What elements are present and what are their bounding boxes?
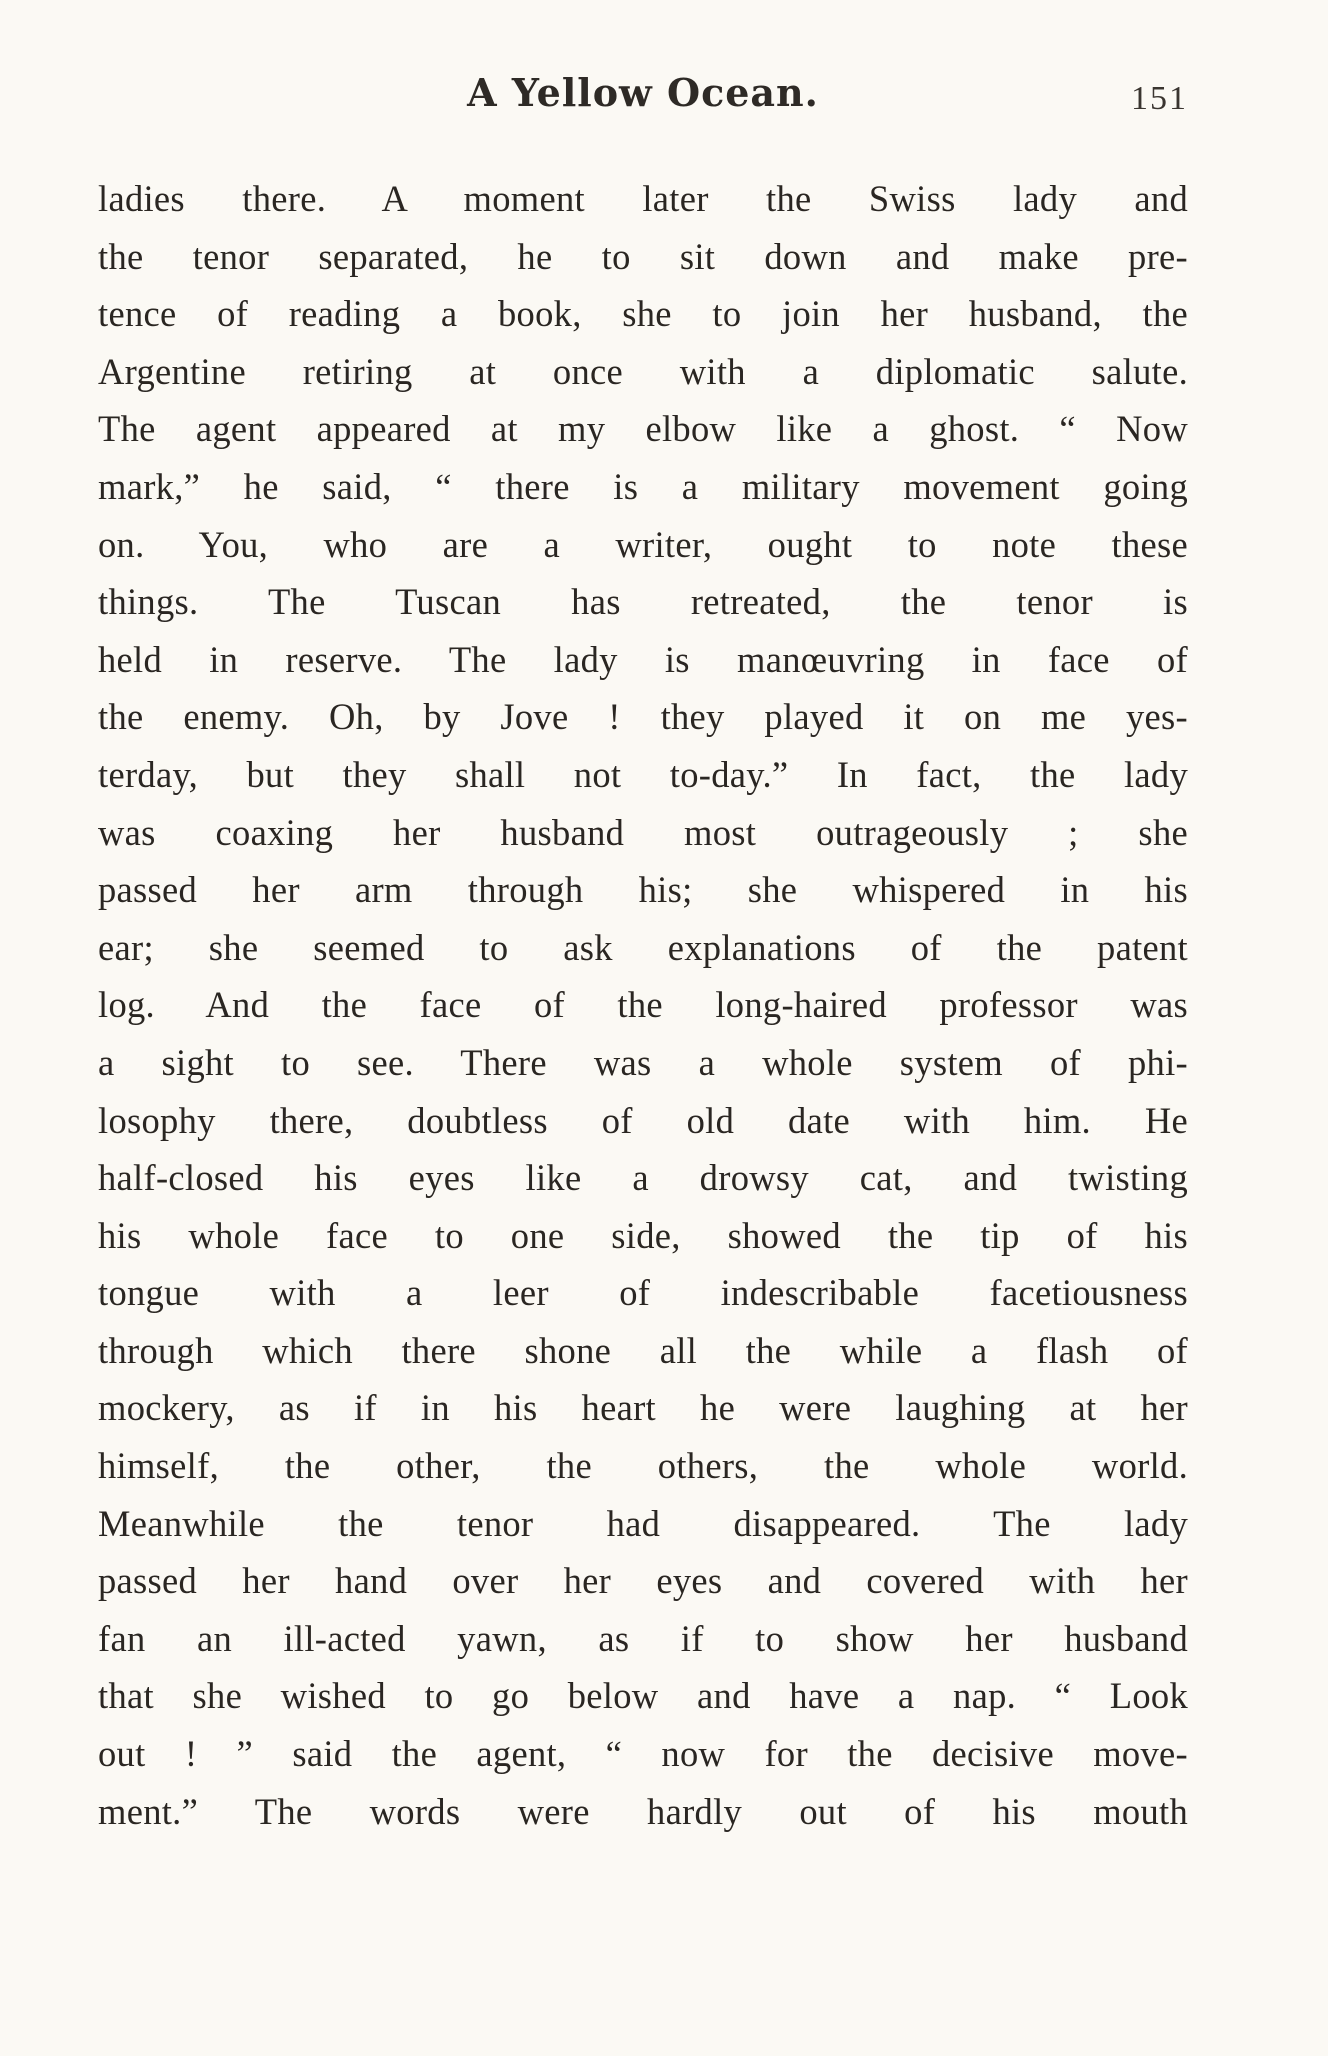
page-number: 151 — [1131, 80, 1188, 117]
text-line: ment.” The words were hardly out of his mouth — [98, 1790, 1188, 1832]
text-line: log. And the face of the long-haired professor was — [98, 984, 1188, 1026]
text-line: out ! ” said the agent, “ now for the decisive move- — [98, 1733, 1188, 1775]
text-line: things. The Tuscan has retreated, the tenor is — [98, 581, 1188, 623]
text-line: ear; she seemed to ask explanations of the patent — [98, 926, 1188, 968]
text-line: the tenor separated, he to sit down and make pre- — [98, 235, 1188, 277]
text-line: that she wished to go below and have a nap. “ Look — [98, 1675, 1188, 1717]
text-line: half-closed his eyes like a drowsy cat, and twisting — [98, 1157, 1188, 1199]
text-line: fan an ill-acted yawn, as if to show her husband — [98, 1617, 1188, 1659]
text-line: terday, but they shall not to-day.” In fact, the lady — [98, 753, 1188, 795]
text-line: tence of reading a book, she to join her husband, the — [98, 293, 1188, 335]
text-line: himself, the other, the others, the whole world. — [98, 1445, 1188, 1487]
running-head — [98, 70, 1188, 130]
text-line: the enemy. Oh, by Jove ! they played it on me yes- — [98, 696, 1188, 738]
text-line: through which there shone all the while a flash of — [98, 1329, 1188, 1371]
text-line: on. You, who are a writer, ought to note these — [98, 523, 1188, 565]
text-line: ladies there. A moment later the Swiss lady and — [98, 178, 1188, 219]
text-line: passed her hand over her eyes and covered with her — [98, 1560, 1188, 1602]
text-line: Argentine retiring at once with a diplomatic salute. — [98, 350, 1188, 392]
body-text — [98, 170, 1188, 1840]
text-line: The agent appeared at my elbow like a ghost. “ Now — [98, 408, 1188, 450]
text-line: was coaxing her husband most outrageously ; she — [98, 811, 1188, 853]
running-title: A Yellow Ocean. — [467, 70, 819, 115]
text-line: his whole face to one side, showed the tip of his — [98, 1214, 1188, 1256]
text-line: passed her arm through his; she whispered in his — [98, 869, 1188, 911]
text-line: tongue with a leer of indescribable facetiousness — [98, 1272, 1188, 1314]
text-line: Meanwhile the tenor had disappeared. The lady — [98, 1502, 1188, 1544]
text-line: losophy there, doubtless of old date with him. He — [98, 1099, 1188, 1141]
text-line: a sight to see. There was a whole system of phi- — [98, 1041, 1188, 1083]
text-line: mockery, as if in his heart he were laughing at her — [98, 1387, 1188, 1429]
text-line: mark,” he said, “ there is a military movement going — [98, 465, 1188, 507]
text-line: held in reserve. The lady is manœuvring in face of — [98, 638, 1188, 680]
